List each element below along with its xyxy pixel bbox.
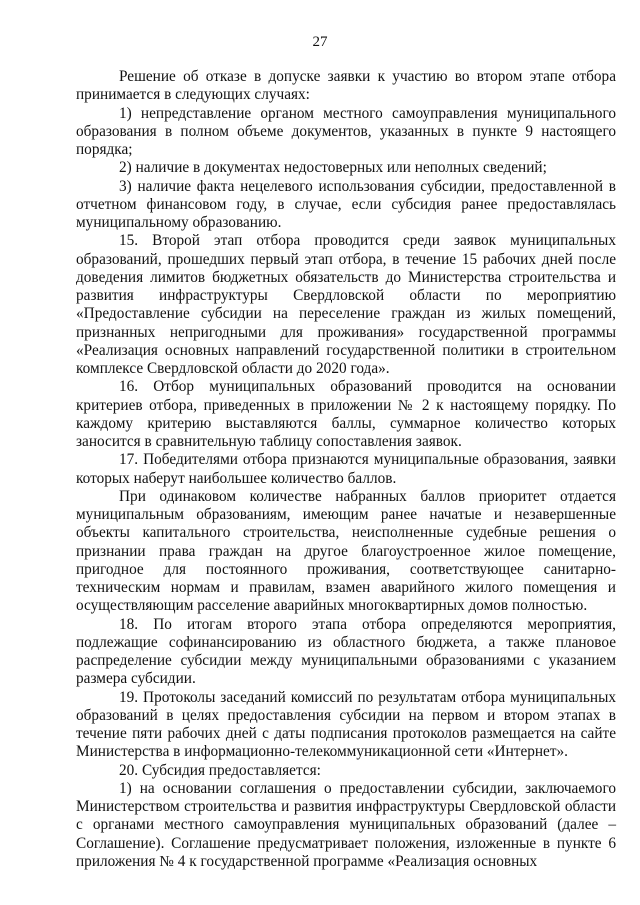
page-number: 27 xyxy=(312,34,328,50)
document-body xyxy=(76,68,616,871)
paragraph-rejection-case-3: 3) наличие факта нецелевого использования субсидии, предоставленной в отчетном финансовом году, в случае, если субсидия ранее предоставлялась муниципальному образованию. xyxy=(76,177,616,231)
paragraph-clause-20: 20. Субсидия предоставляется: xyxy=(119,761,321,779)
paragraph-clause-15: 15. Второй этап отбора проводится среди заявок муниципальных образований, прошедших первый этап отбора, в течение 15 рабочих дней после доведения лимитов бюджетных обязательств до Министерства строительства и развития инфраструктуры Свердловской области по мероприятию «Предоставление субсидии на переселение граждан из жилых помещений, признанных непригодными для проживания» государственной программы «Реализация основных направлений государственной политики в строительном комплексе Свердловской области до 2020 года». xyxy=(76,232,616,377)
paragraph-rejection-intro: Решение об отказе в допуске заявки к участию во втором этапе отбора принимается в следующих случаях: xyxy=(76,68,616,104)
paragraph-clause-20-item-1: 1) на основании соглашения о предоставлении субсидии, заключаемого Министерством строительства и развития инфраструктуры Свердловской области с органами местного самоуправления муниципальных образований (далее – Соглашение). Соглашение предусматривает положения, изложенные в пункте 6 приложения № 4 к государственной программе «Реализация основных xyxy=(76,779,616,870)
paragraph-clause-17: 17. Победителями отбора признаются муниципальные образования, заявки которых наберут наибольшее количество баллов. xyxy=(76,451,616,487)
paragraph-clause-18: 18. По итогам второго этапа отбора определяются мероприятия, подлежащие софинансированию из областного бюджета, а также плановое распределение субсидии между муниципальными образованиями с указанием размера субсидии. xyxy=(76,615,616,688)
paragraph-rejection-case-2: 2) наличие в документах недостоверных или неполных сведений; xyxy=(119,159,547,177)
paragraph-clause-19: 19. Протоколы заседаний комиссий по результатам отбора муниципальных образований в целях предоставления субсидии на первом и втором этапах в течение пяти рабочих дней с даты подписания протоколов размещается на сайте Министерства в информационно-телекоммуникационной сети «Интернет». xyxy=(76,688,616,761)
paragraph-rejection-case-1: 1) непредставление органом местного самоуправления муниципального образования в полном объеме документов, указанных в пункте 9 настоящего порядка; xyxy=(76,104,616,158)
paragraph-tie-priority: При одинаковом количестве набранных баллов приоритет отдается муниципальным образованиям, имеющим ранее начатые и незавершенные объекты капитального строительства, неисполненные судебные решения о признании права граждан на другое благоустроенное жилое помещение, пригодное для постоянного проживания, соответствующее санитарно-техническим нормам и правилам, взамен аварийного жилого помещения и осуществляющим расселение аварийных многоквартирных домов полностью. xyxy=(76,487,616,615)
paragraph-clause-16: 16. Отбор муниципальных образований проводится на основании критериев отбора, приведенных в приложении № 2 к настоящему порядку. По каждому критерию выставляются баллы, суммарное количество которых заносится в сравнительную таблицу сопоставления заявок. xyxy=(76,378,616,450)
